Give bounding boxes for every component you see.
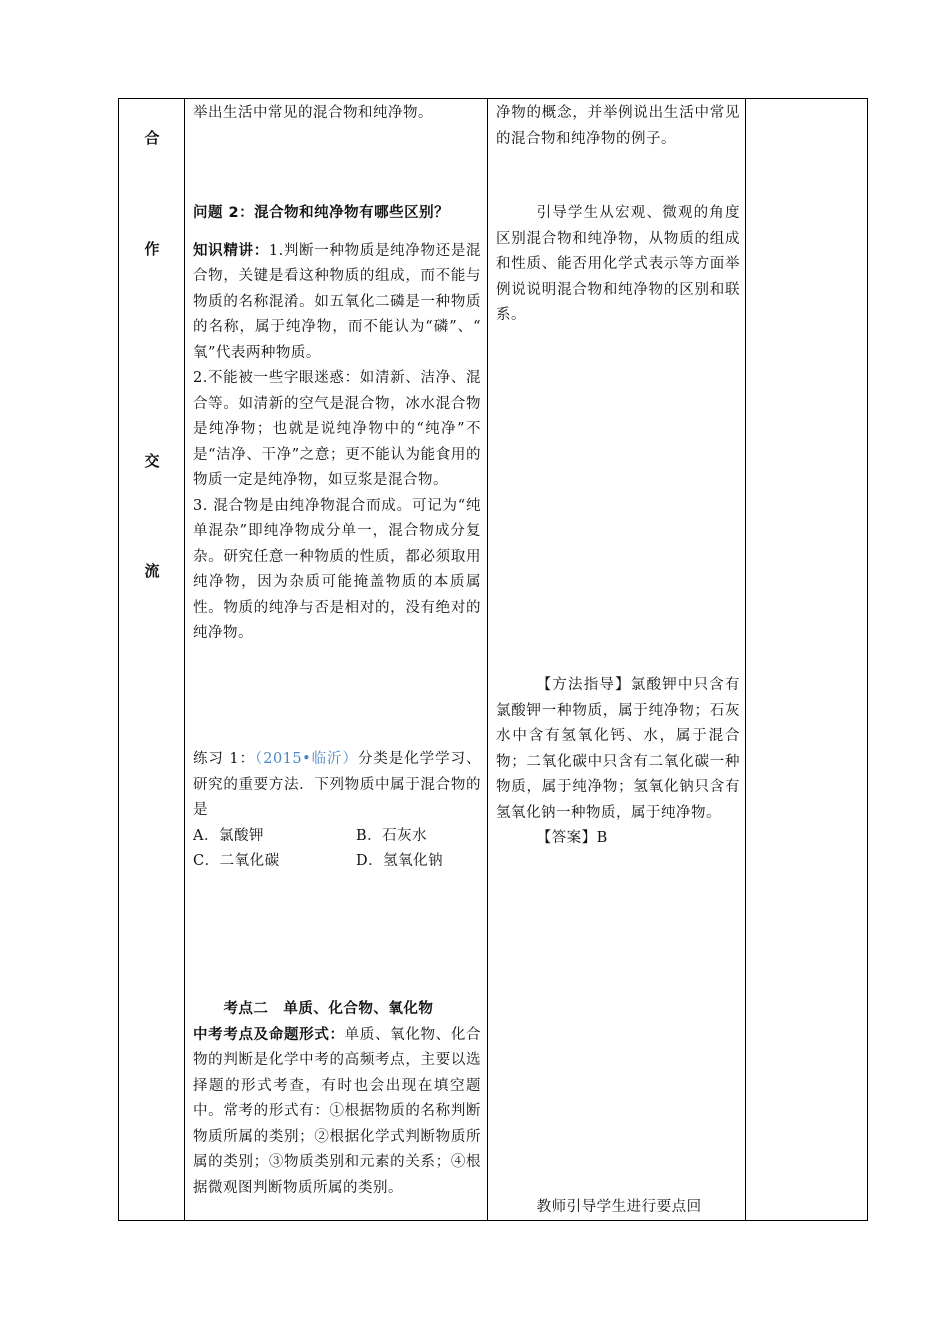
option-d: D．氢氧化钠 [356, 853, 444, 869]
guidance-column [488, 99, 746, 1220]
stage-char-2: 作 [144, 240, 160, 258]
content-column [185, 99, 488, 1220]
knowledge-1: 知识精讲：1.判断一种物质是纯净物还是混合物，关键是看这种物质的组成，而不能与物质的名称混淆。如五氧化二磷是一种物质的名称，属于纯净物，而不能认为“磷”、“ 氧”代表两种物质。 [193, 242, 482, 361]
knowledge-2: 2.不能被一些字眼迷惑：如清新、洁净、混合等。如清新的空气是混合物，冰水混合物是纯净物；也就是说纯净物中的“纯净”不是“洁净、干净”之意；更不能认为能食用的物质一定是纯净物，如豆浆是混合物。 [193, 370, 481, 488]
method-guide: 【方法指导】氯酸钾中只含有氯酸钾一种物质，属于纯净物；石灰水中含有氢氧化钙、水，属于混合物；二氧化碳中只含有二氧化碳一种物质，属于纯净物；氢氧化钠只含有氢氧化钠一种物质，属于纯净物。 【答案】B [496, 673, 740, 852]
exam-text: 中考考点及命题形式：单质、氧化物、化合物的判断是化学中考的高频考点，主要以选择题的形式考查，有时也会出现在填空题中。常考的形式有：①根据物质的名称判断物质所属的类别；②根据化学式判断物质所属的类别；③物质类别和元素的关系；④根据微观图判断物质所属的类别。 [193, 1026, 482, 1196]
stage-char-1: 合 [144, 129, 160, 147]
guide-text: 引导学生从宏观、微观的角度区别混合物和纯净物，从物质的组成和性质、能否用化学式表示等方面举例说说明混合物和纯净物的区别和联系。 [496, 205, 740, 323]
option-a: A．氯酸钾 [193, 827, 264, 844]
teacher-note: 教师引导学生进行要点回 [536, 1199, 702, 1215]
option-b: B．石灰水 [356, 827, 428, 844]
option-c: C．二氧化碳 [193, 853, 280, 869]
answer: 【答案】B [536, 830, 608, 846]
exercise-1: 练习 1：（2015•临沂）分类是化学学习、研究的重要方法．下列物质中属于混合物的是 A．氯酸钾 B．石灰水 C．二氧化碳 D．氢氧化钠 [193, 747, 481, 875]
knowledge-3: 3. 混合物是由纯净物混合而成。可记为“纯单混杂”即纯净物成分单一，混合物成分复杂。研究任意一种物质的性质，都必须取用纯净物，因为杂质可能掩盖物质的本质属性。物质的纯净与否是相对的，没有绝对的纯净物。 [193, 497, 481, 641]
lesson-table [118, 98, 868, 1221]
stage-char-4: 流 [144, 562, 160, 580]
knowledge-block [193, 201, 481, 647]
question-2: 问题 2：混合物和纯净物有哪些区别？ [193, 205, 450, 221]
options-row-1 [193, 824, 481, 850]
intro-text: 举出生活中常见的混合物和纯净物。 [193, 105, 433, 121]
notes-column [746, 99, 867, 1220]
stage-char-3: 交 [144, 452, 160, 470]
exercise-source: （2015•临沂） [255, 751, 358, 767]
right-intro: 净物的概念，并举例说出生活中常见的混合物和纯净物的例子。 [496, 105, 740, 147]
options-row-2 [193, 849, 481, 875]
point-2-title: 考点二 单质、化合物、氧化物 [223, 1001, 434, 1017]
point-2-block [193, 997, 481, 1201]
stage-column [119, 99, 185, 1220]
